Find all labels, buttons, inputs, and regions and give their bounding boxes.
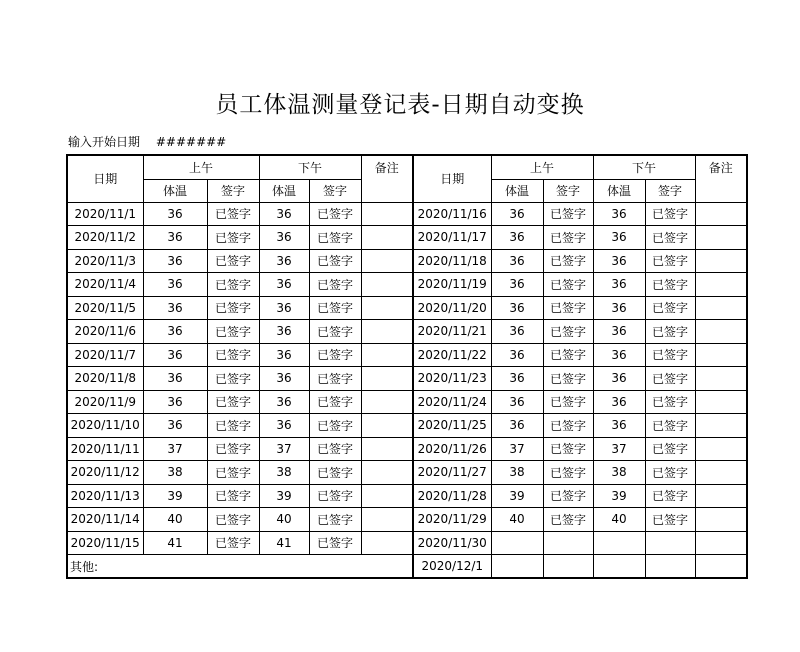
- sign-cell[interactable]: 已签字: [207, 202, 259, 226]
- table-row: [67, 508, 747, 532]
- temp-cell[interactable]: 40: [593, 508, 645, 532]
- sign-cell[interactable]: 已签字: [309, 484, 361, 508]
- sign-cell[interactable]: 已签字: [543, 508, 593, 532]
- sign-cell[interactable]: 已签字: [645, 508, 695, 532]
- sign-cell[interactable]: 已签字: [645, 367, 695, 391]
- sign-cell[interactable]: 已签字: [309, 320, 361, 344]
- temp-cell[interactable]: 39: [593, 484, 645, 508]
- header-pm: 下午: [593, 155, 695, 179]
- date-cell: 2020/11/20: [413, 296, 491, 320]
- temp-cell[interactable]: 36: [143, 367, 207, 391]
- sign-cell[interactable]: 已签字: [645, 249, 695, 273]
- date-cell: 2020/12/1: [413, 555, 491, 579]
- date-cell: 2020/11/3: [67, 249, 143, 273]
- temp-cell[interactable]: 36: [491, 320, 543, 344]
- temp-cell[interactable]: 40: [259, 508, 309, 532]
- remark-cell[interactable]: [695, 555, 747, 579]
- sign-cell[interactable]: 已签字: [309, 273, 361, 297]
- sign-cell[interactable]: 已签字: [309, 343, 361, 367]
- cell[interactable]: [645, 555, 695, 579]
- temp-cell[interactable]: 36: [491, 249, 543, 273]
- remark-cell[interactable]: [361, 484, 413, 508]
- temp-cell[interactable]: 37: [143, 437, 207, 461]
- temp-cell[interactable]: 40: [143, 508, 207, 532]
- remark-cell[interactable]: [695, 296, 747, 320]
- temp-cell[interactable]: 36: [593, 226, 645, 250]
- temp-cell[interactable]: 37: [593, 437, 645, 461]
- sign-cell[interactable]: [543, 531, 593, 555]
- temp-cell[interactable]: 36: [259, 273, 309, 297]
- temp-cell[interactable]: 36: [593, 343, 645, 367]
- date-cell: 2020/11/28: [413, 484, 491, 508]
- remark-cell[interactable]: [361, 437, 413, 461]
- temp-cell[interactable]: 36: [593, 320, 645, 344]
- temp-cell[interactable]: 37: [491, 437, 543, 461]
- header-temp: 体温: [259, 179, 309, 202]
- header-sign: 签字: [543, 179, 593, 202]
- header-date: 日期: [413, 155, 491, 202]
- remark-cell[interactable]: [361, 461, 413, 485]
- header-date: 日期: [67, 155, 143, 202]
- remark-cell[interactable]: [695, 414, 747, 438]
- sign-cell[interactable]: 已签字: [543, 226, 593, 250]
- temp-cell[interactable]: 36: [143, 343, 207, 367]
- date-cell: 2020/11/26: [413, 437, 491, 461]
- remark-cell[interactable]: [695, 367, 747, 391]
- header-remark: 备注: [695, 155, 747, 202]
- temp-cell[interactable]: 36: [593, 390, 645, 414]
- sign-cell[interactable]: 已签字: [543, 343, 593, 367]
- header-temp: 体温: [593, 179, 645, 202]
- sign-cell[interactable]: 已签字: [309, 508, 361, 532]
- sign-cell[interactable]: 已签字: [543, 320, 593, 344]
- remark-cell[interactable]: [695, 390, 747, 414]
- sign-cell[interactable]: 已签字: [309, 461, 361, 485]
- remark-cell[interactable]: [361, 508, 413, 532]
- sign-cell[interactable]: 已签字: [207, 390, 259, 414]
- temp-cell[interactable]: 36: [143, 414, 207, 438]
- date-cell: 2020/11/8: [67, 367, 143, 391]
- temp-cell[interactable]: 36: [491, 296, 543, 320]
- header-remark: 备注: [361, 155, 413, 202]
- date-cell: 2020/11/18: [413, 249, 491, 273]
- temp-cell[interactable]: 36: [491, 367, 543, 391]
- date-cell: 2020/11/2: [67, 226, 143, 250]
- temp-cell[interactable]: 36: [259, 414, 309, 438]
- temp-cell[interactable]: [593, 531, 645, 555]
- sign-cell[interactable]: 已签字: [645, 226, 695, 250]
- sign-cell[interactable]: 已签字: [207, 343, 259, 367]
- temp-cell[interactable]: 36: [491, 202, 543, 226]
- remark-cell[interactable]: [695, 202, 747, 226]
- header-temp: 体温: [143, 179, 207, 202]
- date-cell: 2020/11/14: [67, 508, 143, 532]
- table-row: [67, 437, 747, 461]
- temp-cell[interactable]: 40: [491, 508, 543, 532]
- date-cell: 2020/11/15: [67, 531, 143, 555]
- sign-cell[interactable]: 已签字: [645, 414, 695, 438]
- sign-cell[interactable]: 已签字: [207, 367, 259, 391]
- start-date-value[interactable]: #######: [155, 135, 227, 149]
- remark-cell[interactable]: [695, 343, 747, 367]
- sign-cell[interactable]: 已签字: [207, 531, 259, 555]
- sign-cell[interactable]: 已签字: [543, 249, 593, 273]
- date-cell: 2020/11/7: [67, 343, 143, 367]
- table-row: [67, 226, 747, 250]
- sign-cell[interactable]: 已签字: [645, 484, 695, 508]
- sign-cell[interactable]: 已签字: [309, 390, 361, 414]
- header-am: 上午: [491, 155, 593, 179]
- sign-cell[interactable]: 已签字: [543, 202, 593, 226]
- sign-cell[interactable]: 已签字: [645, 202, 695, 226]
- sign-cell[interactable]: 已签字: [207, 249, 259, 273]
- sign-cell[interactable]: 已签字: [207, 437, 259, 461]
- temp-cell[interactable]: 36: [491, 343, 543, 367]
- sign-cell[interactable]: 已签字: [309, 437, 361, 461]
- temp-cell[interactable]: 36: [491, 273, 543, 297]
- temp-cell[interactable]: 36: [143, 249, 207, 273]
- remark-cell[interactable]: [695, 320, 747, 344]
- table-row: [67, 484, 747, 508]
- date-cell: 2020/11/1: [67, 202, 143, 226]
- table-row: [67, 461, 747, 485]
- temp-cell[interactable]: 36: [143, 226, 207, 250]
- date-cell: 2020/11/25: [413, 414, 491, 438]
- sign-cell[interactable]: 已签字: [309, 414, 361, 438]
- remark-cell[interactable]: [361, 226, 413, 250]
- sign-cell[interactable]: 已签字: [543, 296, 593, 320]
- date-cell: 2020/11/11: [67, 437, 143, 461]
- date-cell: 2020/11/10: [67, 414, 143, 438]
- sign-cell[interactable]: 已签字: [207, 226, 259, 250]
- header-am: 上午: [143, 155, 259, 179]
- temp-cell[interactable]: [491, 531, 543, 555]
- remark-cell[interactable]: [695, 437, 747, 461]
- temp-cell[interactable]: 39: [259, 484, 309, 508]
- sign-cell[interactable]: 已签字: [309, 249, 361, 273]
- header-sign: 签字: [645, 179, 695, 202]
- other-label: 其他:: [67, 555, 413, 579]
- table-row: [67, 296, 747, 320]
- temp-cell[interactable]: 36: [593, 202, 645, 226]
- start-date-label: 输入开始日期: [68, 135, 141, 149]
- table-row: [67, 390, 747, 414]
- sign-cell[interactable]: 已签字: [309, 531, 361, 555]
- remark-cell[interactable]: [361, 531, 413, 555]
- temp-cell[interactable]: 36: [491, 226, 543, 250]
- sign-cell[interactable]: 已签字: [207, 320, 259, 344]
- temp-cell[interactable]: 36: [259, 343, 309, 367]
- remark-cell[interactable]: [361, 414, 413, 438]
- date-cell: 2020/11/13: [67, 484, 143, 508]
- sign-cell[interactable]: 已签字: [645, 296, 695, 320]
- sign-cell[interactable]: 已签字: [309, 226, 361, 250]
- start-date-row: [68, 133, 226, 150]
- sign-cell[interactable]: 已签字: [645, 343, 695, 367]
- sign-cell[interactable]: 已签字: [543, 367, 593, 391]
- remark-cell[interactable]: [695, 273, 747, 297]
- temp-cell[interactable]: 36: [593, 296, 645, 320]
- remark-cell[interactable]: [695, 461, 747, 485]
- temp-cell[interactable]: 36: [259, 202, 309, 226]
- sign-cell[interactable]: 已签字: [645, 461, 695, 485]
- temp-cell[interactable]: 36: [491, 414, 543, 438]
- remark-cell[interactable]: [695, 508, 747, 532]
- sign-cell[interactable]: 已签字: [309, 296, 361, 320]
- header-sign: 签字: [207, 179, 259, 202]
- temp-cell[interactable]: 38: [491, 461, 543, 485]
- sign-cell[interactable]: 已签字: [207, 273, 259, 297]
- cell[interactable]: [543, 555, 593, 579]
- remark-cell[interactable]: [361, 367, 413, 391]
- sign-cell[interactable]: 已签字: [207, 296, 259, 320]
- header-pm: 下午: [259, 155, 361, 179]
- temp-cell[interactable]: 36: [491, 390, 543, 414]
- cell[interactable]: [491, 555, 543, 579]
- temp-cell[interactable]: 36: [143, 296, 207, 320]
- date-cell: 2020/11/24: [413, 390, 491, 414]
- remark-cell[interactable]: [361, 273, 413, 297]
- sign-cell[interactable]: 已签字: [645, 320, 695, 344]
- temp-cell[interactable]: 36: [593, 367, 645, 391]
- temp-cell[interactable]: 38: [593, 461, 645, 485]
- temp-cell[interactable]: 39: [491, 484, 543, 508]
- header-temp: 体温: [491, 179, 543, 202]
- temp-cell[interactable]: 36: [593, 414, 645, 438]
- date-cell: 2020/11/17: [413, 226, 491, 250]
- temp-cell[interactable]: 36: [593, 273, 645, 297]
- date-cell: 2020/11/22: [413, 343, 491, 367]
- temp-cell[interactable]: 41: [143, 531, 207, 555]
- sign-cell[interactable]: 已签字: [645, 390, 695, 414]
- table-row: [67, 320, 747, 344]
- remark-cell[interactable]: [695, 484, 747, 508]
- temp-cell[interactable]: 36: [143, 202, 207, 226]
- remark-cell[interactable]: [361, 343, 413, 367]
- temp-cell[interactable]: 36: [143, 273, 207, 297]
- date-cell: 2020/11/6: [67, 320, 143, 344]
- sign-cell[interactable]: 已签字: [309, 202, 361, 226]
- remark-cell[interactable]: [361, 320, 413, 344]
- sign-cell[interactable]: [645, 531, 695, 555]
- table-row: [67, 343, 747, 367]
- remark-cell[interactable]: [695, 226, 747, 250]
- sign-cell[interactable]: 已签字: [207, 508, 259, 532]
- sign-cell[interactable]: 已签字: [645, 437, 695, 461]
- temp-cell[interactable]: 36: [259, 226, 309, 250]
- sign-cell[interactable]: 已签字: [543, 390, 593, 414]
- date-cell: 2020/11/9: [67, 390, 143, 414]
- sign-cell[interactable]: 已签字: [543, 414, 593, 438]
- temp-cell[interactable]: 38: [259, 461, 309, 485]
- remark-cell[interactable]: [361, 249, 413, 273]
- table-row: [67, 367, 747, 391]
- temp-cell[interactable]: 36: [259, 296, 309, 320]
- temp-cell[interactable]: 38: [143, 461, 207, 485]
- date-cell: 2020/11/29: [413, 508, 491, 532]
- temp-cell[interactable]: 36: [259, 249, 309, 273]
- sign-cell[interactable]: 已签字: [543, 461, 593, 485]
- header-sign: 签字: [309, 179, 361, 202]
- temp-cell[interactable]: 36: [593, 249, 645, 273]
- remark-cell[interactable]: [361, 202, 413, 226]
- sign-cell[interactable]: 已签字: [207, 414, 259, 438]
- temp-cell[interactable]: 37: [259, 437, 309, 461]
- temp-cell[interactable]: 41: [259, 531, 309, 555]
- sign-cell[interactable]: 已签字: [543, 273, 593, 297]
- sign-cell[interactable]: 已签字: [543, 437, 593, 461]
- cell[interactable]: [593, 555, 645, 579]
- table-row: [67, 531, 747, 555]
- temp-cell[interactable]: 36: [143, 390, 207, 414]
- date-cell: 2020/11/21: [413, 320, 491, 344]
- date-cell: 2020/11/4: [67, 273, 143, 297]
- remark-cell[interactable]: [695, 531, 747, 555]
- table-row: [67, 249, 747, 273]
- sign-cell[interactable]: 已签字: [207, 484, 259, 508]
- date-cell: 2020/11/19: [413, 273, 491, 297]
- temp-cell[interactable]: 36: [259, 320, 309, 344]
- table-row: [67, 202, 747, 226]
- sign-cell[interactable]: 已签字: [309, 367, 361, 391]
- temp-cell[interactable]: 36: [259, 390, 309, 414]
- table-row: [67, 273, 747, 297]
- sign-cell[interactable]: 已签字: [543, 484, 593, 508]
- date-cell: 2020/11/16: [413, 202, 491, 226]
- remark-cell[interactable]: [695, 249, 747, 273]
- remark-cell[interactable]: [361, 296, 413, 320]
- table-row: [67, 414, 747, 438]
- temp-cell[interactable]: 36: [143, 320, 207, 344]
- date-cell: 2020/11/5: [67, 296, 143, 320]
- temp-cell[interactable]: 39: [143, 484, 207, 508]
- date-cell: 2020/11/27: [413, 461, 491, 485]
- page-title: 员工体温测量登记表-日期自动变换: [215, 92, 585, 118]
- date-cell: 2020/11/30: [413, 531, 491, 555]
- date-cell: 2020/11/23: [413, 367, 491, 391]
- sign-cell[interactable]: 已签字: [207, 461, 259, 485]
- temp-cell[interactable]: 36: [259, 367, 309, 391]
- date-cell: 2020/11/12: [67, 461, 143, 485]
- sign-cell[interactable]: 已签字: [645, 273, 695, 297]
- temperature-table: [66, 154, 748, 579]
- remark-cell[interactable]: [361, 390, 413, 414]
